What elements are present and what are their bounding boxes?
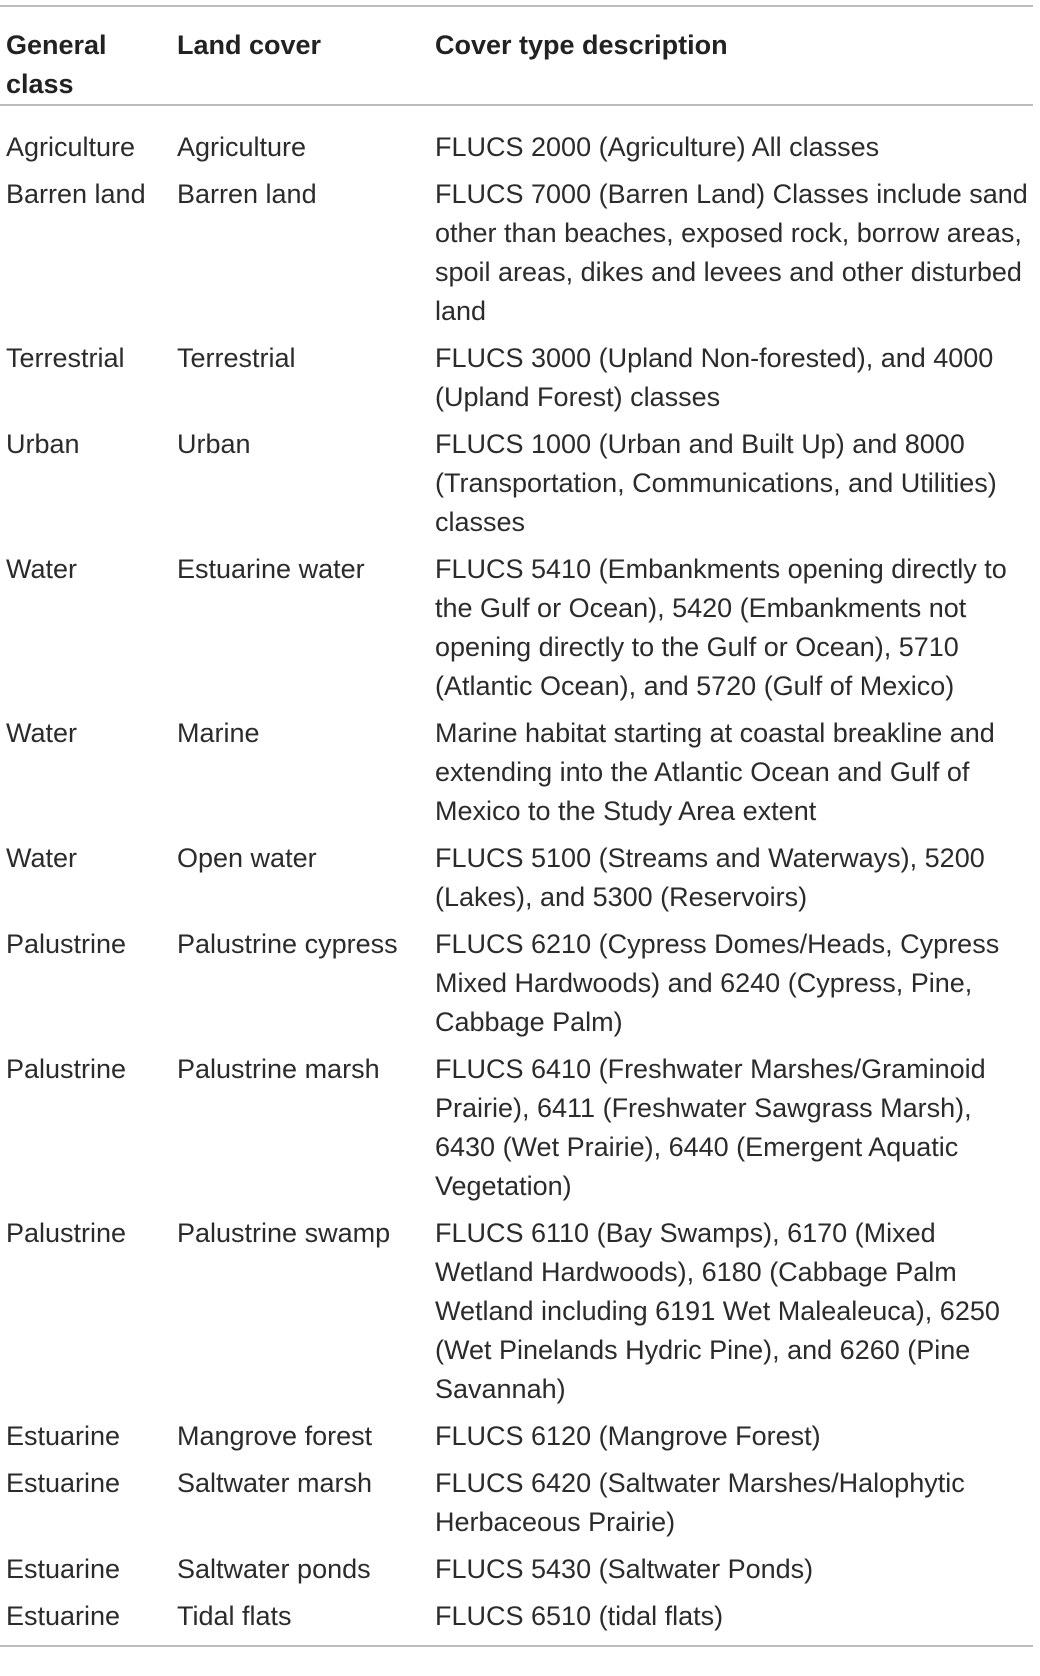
cell-description: FLUCS 5100 (Streams and Waterways), 5200 (Lakes), and 5300 (Reservoirs) [435,843,985,912]
header-cover-type-description: Cover type description [435,30,728,60]
table-row [0,105,1033,172]
cell-general-class: Palustrine [6,1054,127,1084]
table-row [0,1211,1033,1414]
table-row [0,172,1033,336]
cell-land-cover: Marine [177,718,260,748]
cell-general-class: Urban [6,429,80,459]
cell-description: FLUCS 5430 (Saltwater Ponds) [435,1554,814,1584]
table-row [0,547,1033,711]
cell-general-class: Estuarine [6,1601,121,1631]
cell-land-cover: Saltwater marsh [177,1468,373,1498]
cell-general-class: Palustrine [6,929,127,959]
table-row [0,836,1033,922]
cell-land-cover: Palustrine swamp [177,1218,391,1248]
cell-land-cover: Agriculture [177,132,307,162]
cell-land-cover: Barren land [177,179,317,209]
cell-description: FLUCS 6110 (Bay Swamps), 6170 (Mixed Wetland Hardwoods), 6180 (Cabbage Palm Wetland including 6191 Wet Malealeuca), 6250 (Wet Pinelands Hydric Pine), and 6260 (Pine Savannah) [435,1218,1000,1404]
cell-land-cover: Palustrine cypress [177,929,398,959]
cell-description: FLUCS 6510 (tidal flats) [435,1601,724,1631]
cell-general-class: Terrestrial [6,343,125,373]
cell-description: Marine habitat starting at coastal breakline and extending into the Atlantic Ocean and Gulf of Mexico to the Study Area extent [435,718,995,826]
cell-general-class: Barren land [6,179,146,209]
cell-land-cover: Tidal flats [177,1601,292,1631]
table-row [0,336,1033,422]
table-row [0,1547,1033,1594]
cell-description: FLUCS 6210 (Cypress Domes/Heads, Cypress Mixed Hardwoods) and 6240 (Cypress, Pine, Cabbage Palm) [435,929,1000,1037]
cell-general-class: Water [6,554,78,584]
cell-general-class: Estuarine [6,1554,121,1584]
cell-land-cover: Open water [177,843,317,873]
cell-general-class: Agriculture [6,132,136,162]
cell-general-class: Estuarine [6,1421,121,1451]
table-row [0,922,1033,1047]
cell-description: FLUCS 3000 (Upland Non-forested), and 4000 (Upland Forest) classes [435,343,994,412]
cell-land-cover: Mangrove forest [177,1421,373,1451]
table-body [0,105,1033,1646]
cell-general-class: Water [6,718,78,748]
table-row [0,1461,1033,1547]
cell-description: FLUCS 6120 (Mangrove Forest) [435,1421,821,1451]
cell-land-cover: Terrestrial [177,343,296,373]
cell-general-class: Estuarine [6,1468,121,1498]
cell-description: FLUCS 7000 (Barren Land) Classes include sand other than beaches, exposed rock, borrow areas, spoil areas, dikes and levees and other disturbed land [435,179,1028,326]
table-row [0,1594,1033,1646]
cell-description: FLUCS 2000 (Agriculture) All classes [435,132,880,162]
cell-description: FLUCS 6420 (Saltwater Marshes/Halophytic Herbaceous Prairie) [435,1468,965,1537]
cell-land-cover: Palustrine marsh [177,1054,380,1084]
header-general-class: General class [6,30,107,99]
cell-description: FLUCS 6410 (Freshwater Marshes/Graminoid Prairie), 6411 (Freshwater Sawgrass Marsh), 6430 (Wet Prairie), 6440 (Emergent Aquatic Vegetation) [435,1054,986,1201]
cell-description: FLUCS 1000 (Urban and Built Up) and 8000 (Transportation, Communications, and Utilities) classes [435,429,997,537]
cell-land-cover: Estuarine water [177,554,365,584]
table-header [0,6,1033,105]
cell-description: FLUCS 5410 (Embankments opening directly to the Gulf or Ocean), 5420 (Embankments not opening directly to the Gulf or Ocean), 5710 (Atlantic Ocean), and 5720 (Gulf of Mexico) [435,554,1007,701]
cell-land-cover: Urban [177,429,251,459]
cell-general-class: Water [6,843,78,873]
land-cover-table-container [0,5,1033,1647]
cell-land-cover: Saltwater ponds [177,1554,371,1584]
cell-general-class: Palustrine [6,1218,127,1248]
header-row [0,6,1033,105]
table-row [0,711,1033,836]
land-cover-table [0,5,1033,1647]
table-row [0,1414,1033,1461]
header-land-cover: Land cover [177,30,322,60]
table-row [0,1047,1033,1211]
table-row [0,422,1033,547]
